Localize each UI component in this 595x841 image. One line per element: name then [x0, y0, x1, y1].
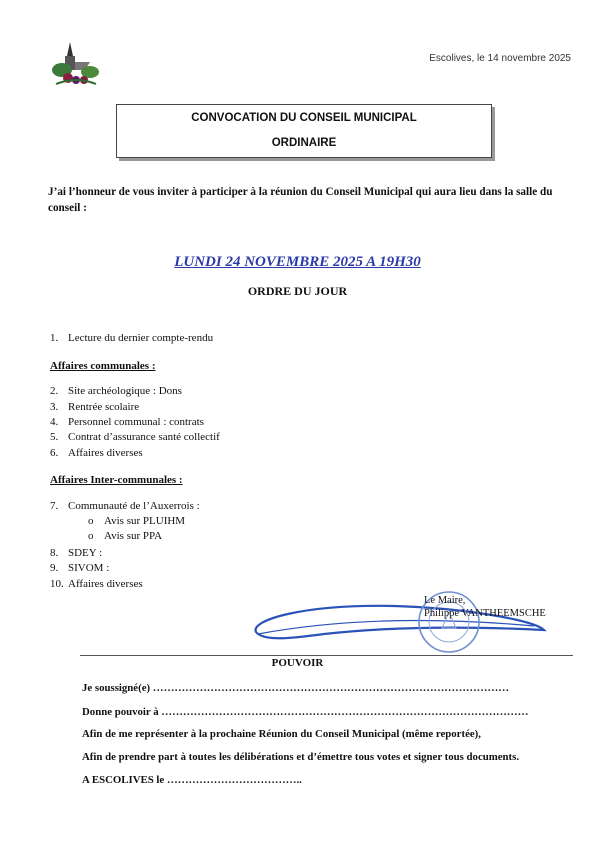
agenda-item-4 [50, 416, 204, 428]
agenda-item-number: 6. [50, 447, 59, 459]
mayor-signature-block [424, 594, 546, 620]
pouvoir-title: POUVOIR [271, 657, 324, 669]
agenda-subitem-label: Avis sur PLUIHM [104, 515, 186, 527]
agenda-item-label: SIVOM : [68, 562, 110, 574]
agenda-item-10 [50, 578, 143, 590]
pouvoir-line-lieu-date: A ESCOLIVES le ……………………………….. [82, 774, 302, 786]
agenda-subitem-label: Avis sur PPA [104, 530, 163, 542]
agenda-item-number: 9. [50, 562, 59, 574]
mayor-name: Philippe VANTHEEMSCHE [424, 608, 546, 619]
agenda-subitem-1 [88, 515, 185, 527]
agenda-item-3 [50, 401, 139, 413]
village-church-logo-icon [50, 40, 102, 90]
pouvoir-line-donne-pouvoir: Donne pouvoir à ………………………………………………………………………………………… [82, 706, 529, 718]
agenda-item-5 [50, 431, 220, 443]
agenda-item-7 [50, 500, 200, 512]
agenda-item-number: 3. [50, 401, 59, 413]
agenda-item-label: Rentrée scolaire [68, 401, 140, 413]
agenda-item-number: 10. [50, 578, 64, 590]
bullet-icon: o [88, 515, 94, 527]
agenda-item-label: Site archéologique : Dons [68, 385, 182, 397]
mayor-title: Le Maire, [424, 595, 466, 606]
pouvoir-line-deliberations: Afin de prendre part à toutes les délibérations et d’émettre tous votes et signer tous documents. [82, 751, 520, 763]
title-line-1: CONVOCATION DU CONSEIL MUNICIPAL [191, 112, 417, 124]
section-heading-communales: Affaires communales : [50, 360, 156, 372]
title-line-2: ORDINAIRE [271, 137, 337, 149]
pouvoir-line-representer: Afin de me représenter à la prochaine Réunion du Conseil Municipal (même reportée), [82, 728, 481, 740]
agenda-item-number: 1. [50, 332, 59, 344]
agenda-item-label: Affaires diverses [68, 578, 143, 590]
agenda-item-number: 5. [50, 431, 59, 443]
agenda-item-6 [50, 447, 143, 459]
document-date: Escolives, le 14 novembre 2025 [429, 53, 571, 64]
agenda-item-label: Communauté de l’Auxerrois : [68, 500, 200, 512]
agenda-item-number: 2. [50, 385, 59, 397]
agenda-item-9 [50, 562, 109, 574]
agenda-item-label: Affaires diverses [68, 447, 143, 459]
pouvoir-line-soussigne: Je soussigné(e) ……………………………………………………………………………………… [82, 682, 510, 694]
title-box [116, 104, 492, 158]
agenda-item-label: Contrat d’assurance santé collectif [68, 431, 220, 443]
agenda-item-number: 4. [50, 416, 59, 428]
agenda-item-number: 7. [50, 500, 59, 512]
agenda-item-2 [50, 385, 182, 397]
section-heading-intercommunales: Affaires Inter-communales : [50, 474, 183, 486]
agenda-item-label: Lecture du dernier compte-rendu [68, 332, 214, 344]
bullet-icon: o [88, 530, 94, 542]
agenda-title: ORDRE DU JOUR [247, 284, 348, 298]
intro-paragraph: J’ai l’honneur de vous inviter à participer à la réunion du Conseil Municipal qui aura lieu dans la salle du conseil : [48, 186, 553, 214]
divider [80, 655, 573, 656]
agenda-item-number: 8. [50, 547, 59, 559]
agenda-subitem-2 [88, 530, 162, 542]
agenda-item-label: Personnel communal : contrats [68, 416, 204, 428]
meeting-date: LUNDI 24 NOVEMBRE 2025 A 19H30 [174, 254, 421, 270]
agenda-item-label: SDEY : [68, 547, 103, 559]
agenda-item-1 [50, 332, 213, 344]
agenda-item-8 [50, 547, 102, 559]
